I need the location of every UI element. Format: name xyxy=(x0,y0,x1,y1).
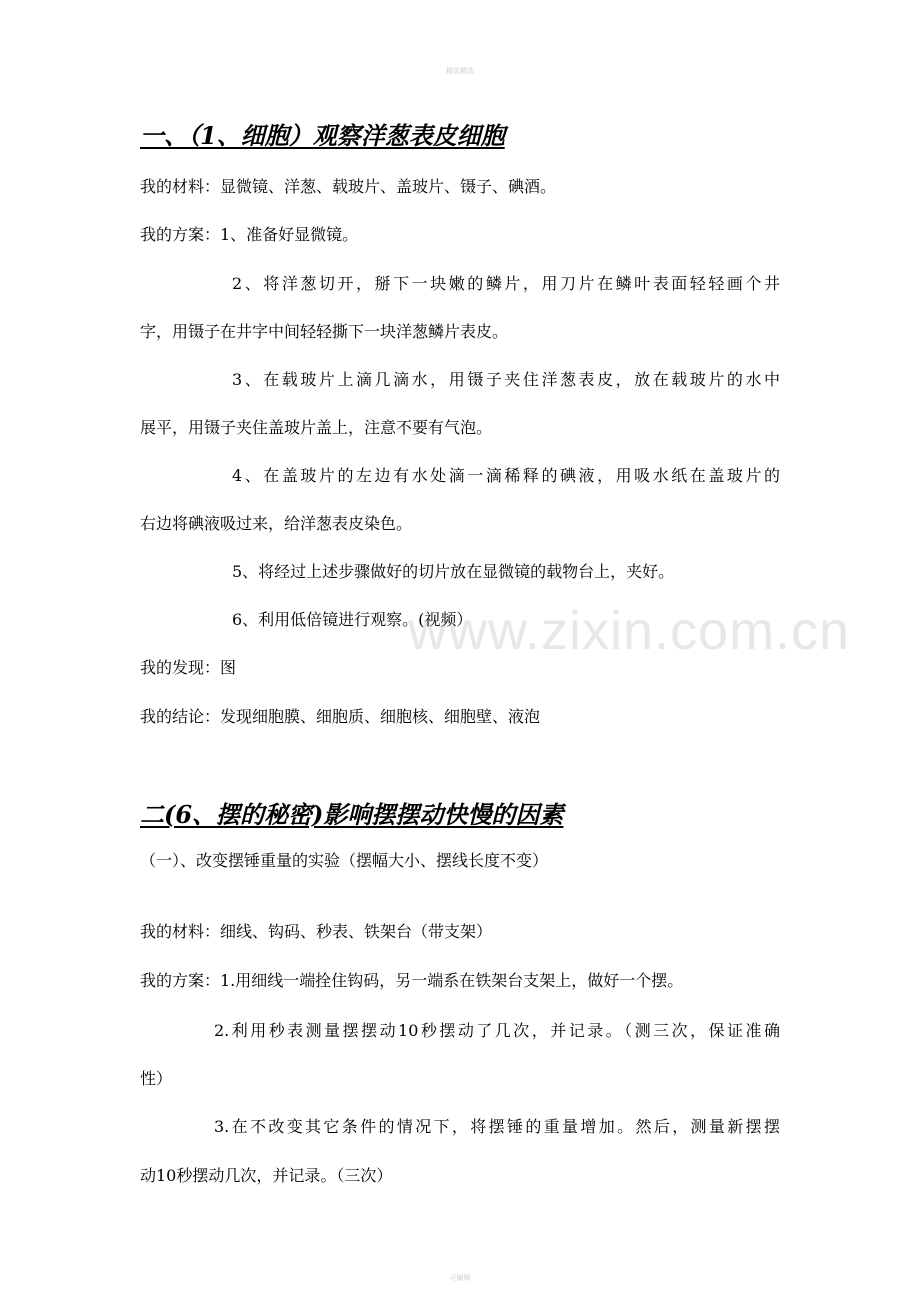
section1-plan-step1: 我的方案：1、准备好显微镜。 xyxy=(140,225,359,244)
section1-conclusion: 我的结论：发现细胞膜、细胞质、细胞核、细胞壁、液泡 xyxy=(140,707,541,726)
section2-step3-line1: 3.在不改变其它条件的情况下，将摆锤的重量增加。然后，测量新摆摆 xyxy=(214,1117,780,1136)
section2-materials: 我的材料：细线、钩码、秒表、铁架台（带支架） xyxy=(140,922,493,941)
section2-step2-line2: 性） xyxy=(140,1069,173,1088)
section2-plan-step1: 我的方案：1.用细线一端拴住钩码，另一端系在铁架台支架上，做好一个摆。 xyxy=(140,971,684,990)
section2-title: 二(6、摆的秘密)影响摆摆动快慢的因素 xyxy=(140,800,564,829)
section1-step3-line2: 展平，用镊子夹住盖玻片盖上，注意不要有气泡。 xyxy=(140,418,493,437)
section1-step4-line1: 4、在盖玻片的左边有水处滴一滴稀释的碘液，用吸水纸在盖玻片的 xyxy=(232,466,780,485)
section1-step3-line1: 3、在载玻片上滴几滴水，用镊子夹住洋葱表皮，放在载玻片的水中 xyxy=(232,370,780,389)
section1-step2-line1: 2、将洋葱切开，掰下一块嫩的鳞片，用刀片在鳞叶表面轻轻画个井 xyxy=(232,274,780,293)
header-mark: 精选精选 xyxy=(446,67,474,75)
section1-materials: 我的材料：显微镜、洋葱、载玻片、盖玻片、镊子、碘酒。 xyxy=(140,177,557,196)
section2-step3-line2: 动10秒摆动几次，并记录。（三次） xyxy=(140,1166,393,1185)
watermark: www.zixin.com.cn xyxy=(408,601,851,661)
section1-step2-line2: 字，用镊子在井字中间轻轻撕下一块洋葱鳞片表皮。 xyxy=(140,322,509,341)
section1-step5: 5、将经过上述步骤做好的切片放在显微镜的载物台上，夹好。 xyxy=(232,562,675,581)
section1-title: 一、（1、细胞）观察洋葱表皮细胞 xyxy=(140,121,505,150)
section2-step2-line1: 2.利用秒表测量摆摆动10秒摆动了几次，并记录。（测三次，保证准确 xyxy=(214,1021,780,1040)
section1-discovery: 我的发现：图 xyxy=(140,658,237,677)
section1-step4-line2: 右边将碘液吸过来，给洋葱表皮染色。 xyxy=(140,514,413,533)
footer-mark: 可编辑 xyxy=(449,1274,471,1282)
section1-step6: 6、利用低倍镜进行观察。(视频） xyxy=(232,610,473,629)
section2-subtitle: （一）、改变摆锤重量的实验（摆幅大小、摆线长度不变） xyxy=(140,851,549,870)
